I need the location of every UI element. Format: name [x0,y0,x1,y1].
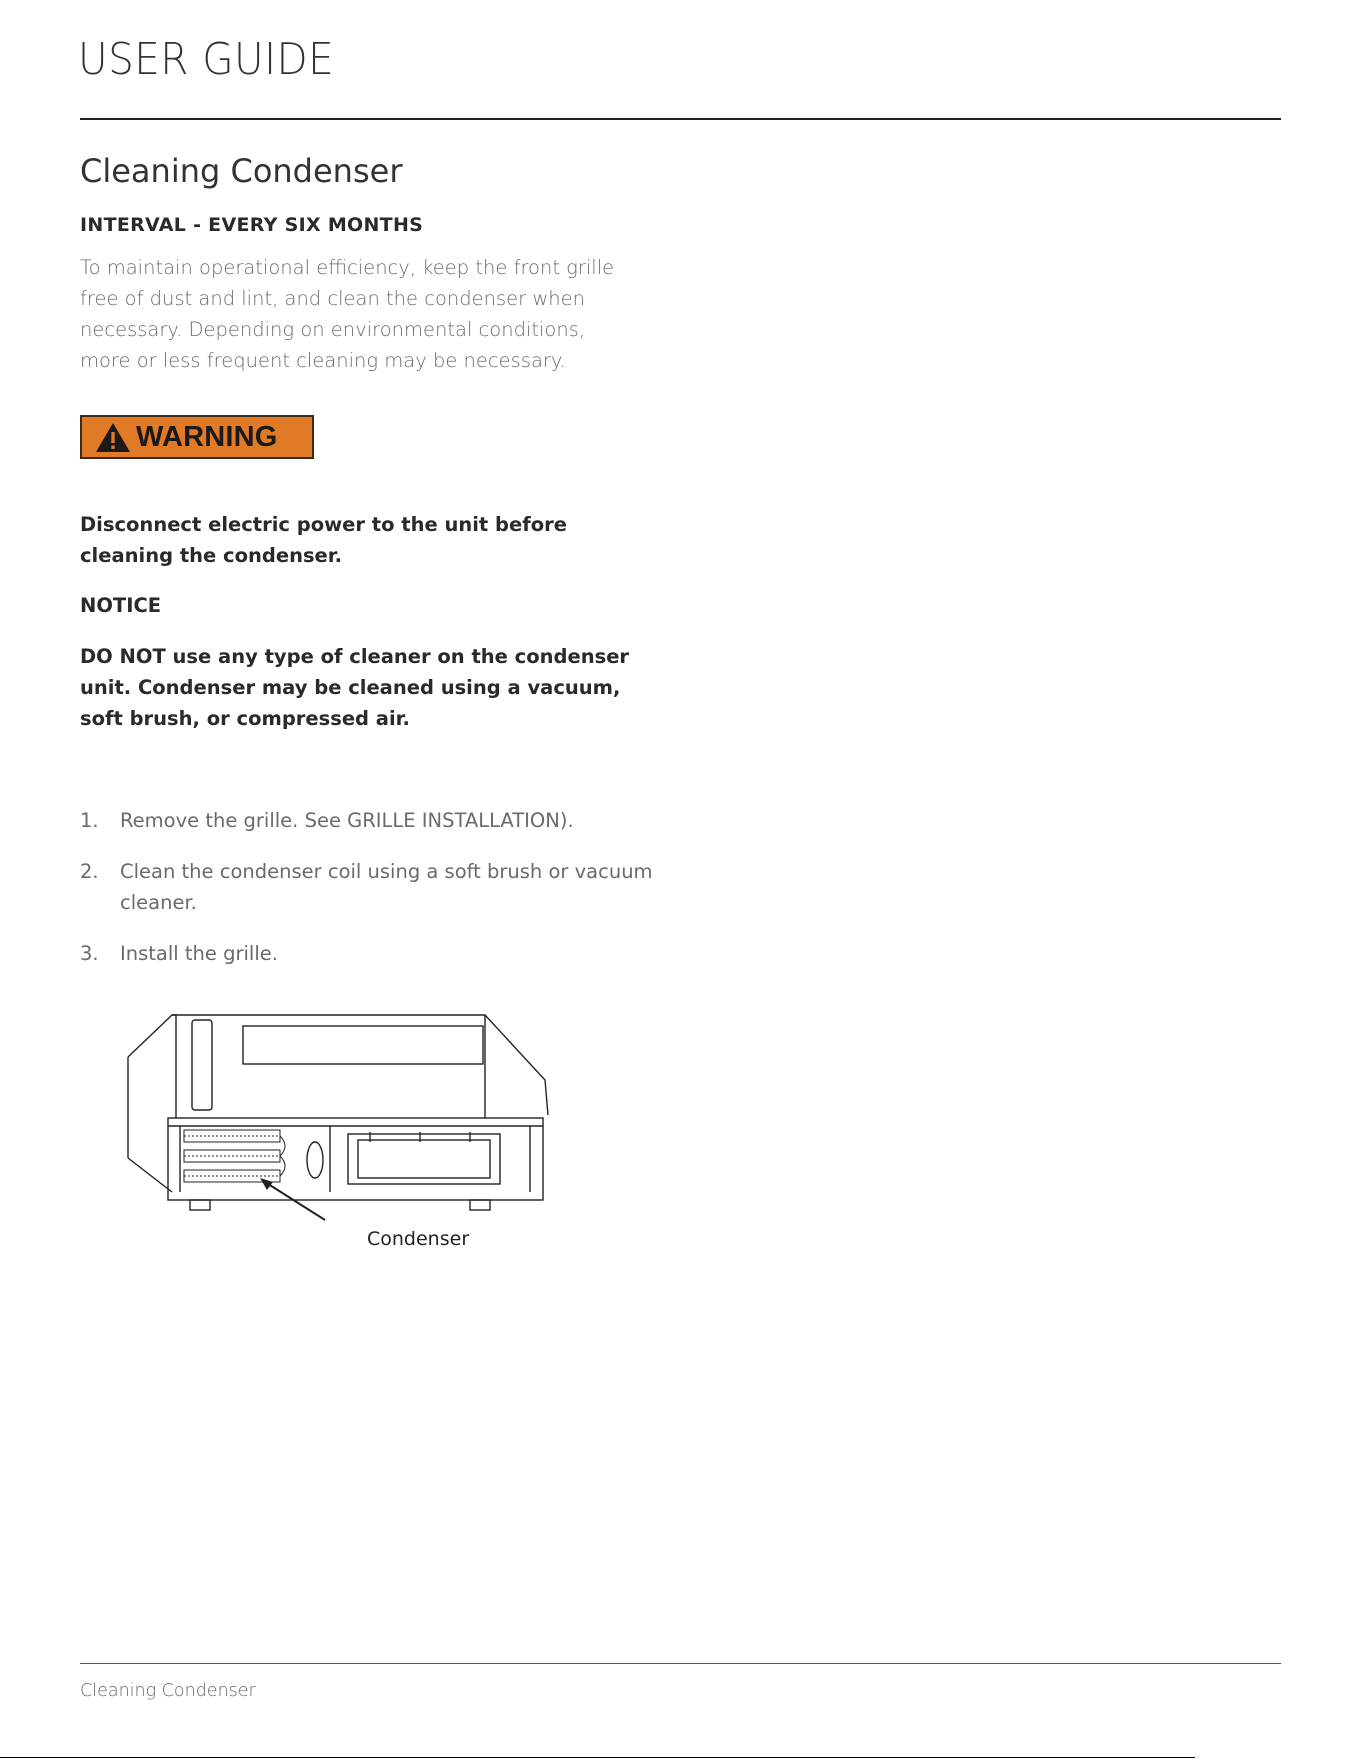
list-item [80,805,660,836]
notice-heading: NOTICE [80,594,162,617]
step-number: 1. [80,809,99,832]
condenser-illustration [120,1010,560,1250]
step-text: Clean the condenser coil using a soft brush or vacuum cleaner. [120,860,653,914]
step-text: Install the grille. [120,942,278,965]
intro-paragraph: To maintain operational efficiency, keep the front grille free of dust and lint, and clean the condenser when necessary. Depending on environmental conditions, more or less frequent cleaning may be necessary. [80,256,615,372]
warning-triangle-icon [94,420,132,454]
warning-label-box [80,415,314,459]
steps-list [80,805,660,989]
page-edge-line [0,1757,1195,1758]
step-number: 2. [80,860,99,883]
document-header-title: USER GUIDE [78,34,335,85]
step-number: 3. [80,942,99,965]
footer-text: Cleaning Condenser [80,1681,256,1701]
warning-label-text: WARNING [136,420,278,453]
footer-divider [80,1663,1281,1664]
list-item [80,938,660,969]
header-divider [80,118,1281,120]
interval-heading: INTERVAL - EVERY SIX MONTHS [80,214,424,236]
section-title: Cleaning Condenser [80,152,403,190]
notice-text: DO NOT use any type of cleaner on the condenser unit. Condenser may be cleaned using a vacuum, soft brush, or compressed air. [80,645,630,730]
figure-caption: Condenser [367,1228,470,1250]
step-text: Remove the grille. See GRILLE INSTALLATION). [120,809,574,832]
warning-text: Disconnect electric power to the unit before cleaning the condenser. [80,513,567,567]
list-item [80,856,660,918]
